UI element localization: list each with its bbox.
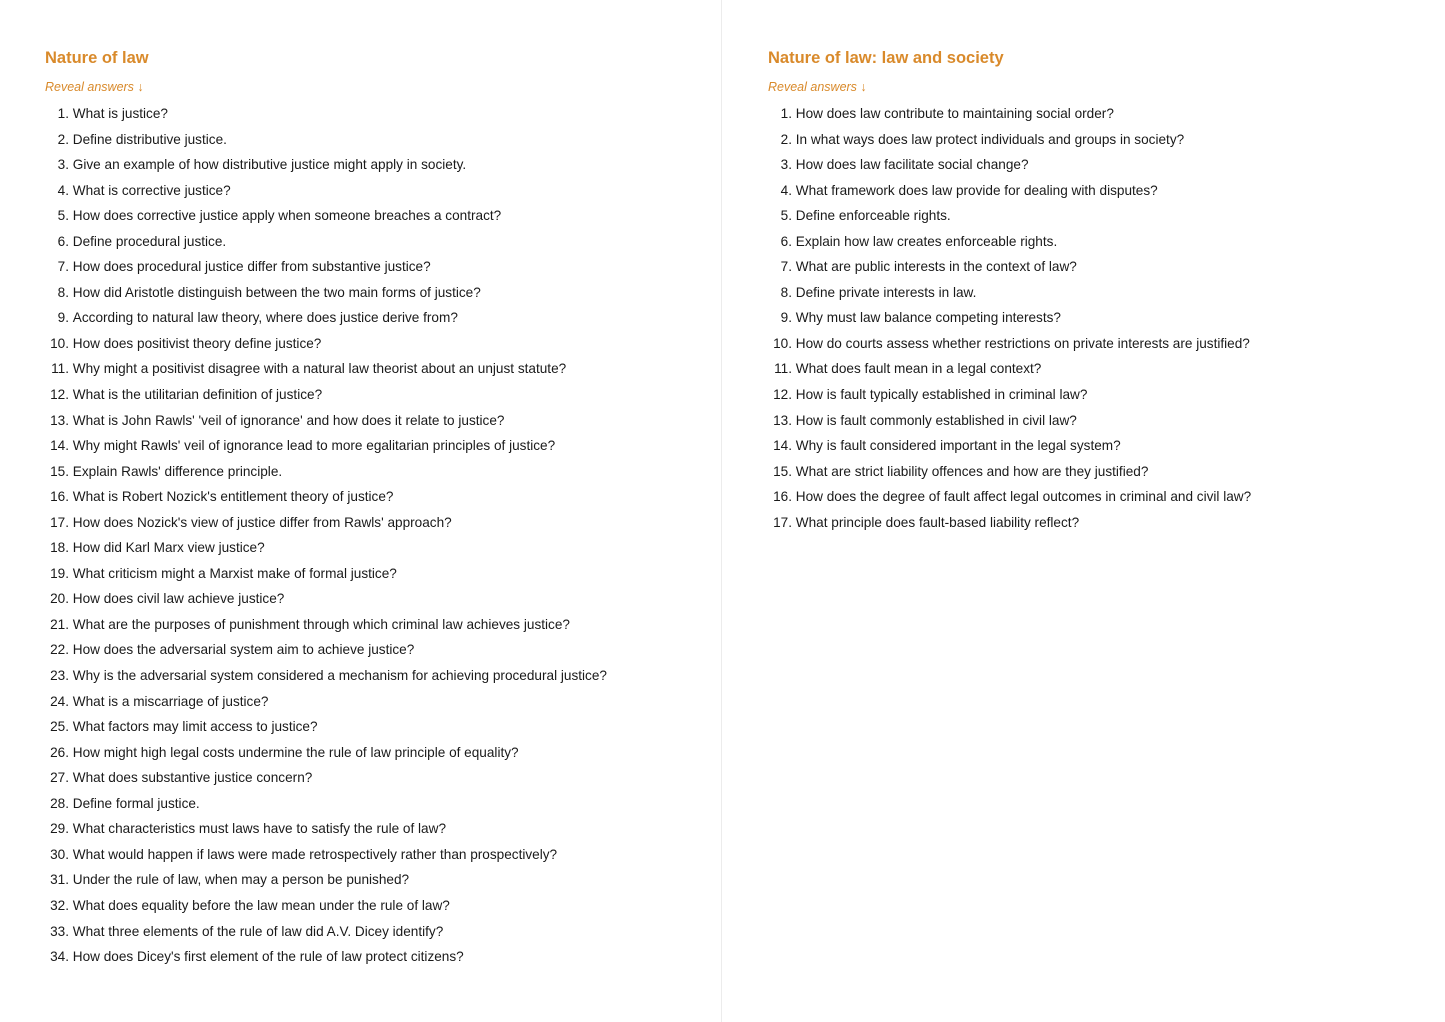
- question-number: 34.: [50, 949, 69, 965]
- question-number: 2.: [780, 131, 792, 147]
- question-item: [45, 867, 722, 893]
- question-list: [768, 101, 1444, 535]
- question-item: [768, 382, 1444, 408]
- question-text: Give an example of how distributive justice might apply in society.: [72, 157, 467, 173]
- question-text: What does equality before the law mean under the rule of law?: [72, 897, 450, 913]
- question-text: What is Robert Nozick's entitlement theory of justice?: [72, 489, 394, 505]
- question-number: 7.: [780, 259, 792, 275]
- question-item: [768, 433, 1444, 459]
- question-number: 14.: [50, 438, 69, 454]
- question-text: What characteristics must laws have to satisfy the rule of law?: [72, 821, 446, 837]
- question-number: 11.: [774, 361, 792, 377]
- question-number: 8.: [57, 284, 69, 300]
- question-text: How might high legal costs undermine the rule of law principle of equality?: [72, 744, 519, 760]
- question-text: What does fault mean in a legal context?: [795, 361, 1042, 377]
- question-item: [45, 663, 722, 689]
- question-item: [45, 331, 722, 357]
- question-item: [45, 689, 722, 715]
- question-item: [45, 305, 722, 331]
- question-item: [45, 535, 722, 561]
- question-text: How does procedural justice differ from substantive justice?: [72, 259, 431, 275]
- question-text: Why might a positivist disagree with a natural law theorist about an unjust statute?: [72, 361, 567, 377]
- question-item: [45, 459, 722, 485]
- question-item: [45, 842, 722, 868]
- question-number: 17.: [50, 514, 69, 530]
- question-text: What factors may limit access to justice?: [72, 719, 318, 735]
- question-item: [45, 714, 722, 740]
- question-item: [45, 356, 722, 382]
- question-item: [45, 229, 722, 255]
- question-text: What principle does fault-based liability reflect?: [795, 514, 1080, 530]
- question-item: [768, 459, 1444, 485]
- question-item: [45, 152, 722, 178]
- question-item: [45, 203, 722, 229]
- question-number: 6.: [57, 233, 69, 249]
- question-item: [45, 612, 722, 638]
- question-number: 14.: [773, 438, 792, 454]
- question-item: [45, 254, 722, 280]
- question-text: Why must law balance competing interests?: [795, 310, 1061, 326]
- question-number: 1.: [780, 106, 792, 121]
- question-item: [45, 101, 722, 127]
- question-number: 32.: [50, 897, 69, 913]
- question-item: [45, 408, 722, 434]
- question-number: 10.: [773, 335, 792, 351]
- reveal-answers-link[interactable]: Reveal answers ↓: [45, 80, 144, 94]
- question-item: [768, 101, 1444, 127]
- question-item: [768, 408, 1444, 434]
- question-number: 29.: [50, 821, 69, 837]
- question-number: 15.: [50, 463, 69, 479]
- question-text: What is corrective justice?: [72, 182, 231, 198]
- question-text: How does law facilitate social change?: [795, 157, 1029, 173]
- question-item: [45, 893, 722, 919]
- question-text: How is fault commonly established in civil law?: [795, 412, 1077, 428]
- question-number: 4.: [57, 182, 69, 198]
- question-text: What does substantive justice concern?: [72, 770, 313, 786]
- question-text: How does corrective justice apply when someone breaches a contract?: [72, 208, 502, 224]
- question-number: 17.: [773, 514, 792, 530]
- question-text: What is the utilitarian definition of justice?: [72, 387, 323, 403]
- question-text: What is justice?: [72, 106, 168, 121]
- question-text: Why might Rawls' veil of ignorance lead to more egalitarian principles of justice?: [72, 438, 556, 454]
- question-number: 12.: [50, 387, 69, 403]
- question-number: 4.: [780, 182, 792, 198]
- question-text: How does Dicey's first element of the rule of law protect citizens?: [72, 949, 464, 965]
- question-text: Explain Rawls' difference principle.: [72, 463, 283, 479]
- question-number: 18.: [50, 540, 69, 556]
- question-item: [45, 178, 722, 204]
- question-text: Define private interests in law.: [795, 284, 977, 300]
- question-number: 2.: [57, 131, 69, 147]
- question-item: [768, 331, 1444, 357]
- section-title: Nature of law: [45, 49, 149, 67]
- question-text: Define enforceable rights.: [795, 208, 951, 224]
- question-number: 16.: [50, 489, 69, 505]
- question-item: [45, 586, 722, 612]
- question-text: How does civil law achieve justice?: [72, 591, 285, 607]
- question-text: How does the adversarial system aim to achieve justice?: [72, 642, 415, 658]
- question-text: Explain how law creates enforceable rights.: [795, 233, 1058, 249]
- question-item: [45, 944, 722, 970]
- question-number: 16.: [773, 489, 792, 505]
- reveal-answers-link[interactable]: Reveal answers ↓: [768, 80, 867, 94]
- question-text: Define distributive justice.: [72, 131, 227, 147]
- question-item: [768, 280, 1444, 306]
- question-item: [768, 305, 1444, 331]
- question-number: 3.: [780, 157, 792, 173]
- question-item: [45, 816, 722, 842]
- question-number: 24.: [50, 693, 69, 709]
- question-item: [45, 280, 722, 306]
- question-text: Under the rule of law, when may a person be punished?: [72, 872, 410, 888]
- question-text: Why is the adversarial system considered a mechanism for achieving procedural justice?: [72, 668, 607, 684]
- question-number: 30.: [50, 846, 69, 862]
- question-text: How does positivist theory define justice?: [72, 335, 322, 351]
- left-panel: [0, 0, 722, 1022]
- question-number: 21.: [50, 616, 69, 632]
- question-text: What three elements of the rule of law did A.V. Dicey identify?: [72, 923, 444, 939]
- question-item: [45, 561, 722, 587]
- question-item: [768, 229, 1444, 255]
- question-number: 28.: [50, 795, 69, 811]
- question-text: What are the purposes of punishment through which criminal law achieves justice?: [72, 616, 570, 632]
- question-number: 9.: [57, 310, 69, 326]
- question-item: [768, 203, 1444, 229]
- question-number: 26.: [50, 744, 69, 760]
- question-item: [768, 510, 1444, 536]
- right-panel: [722, 0, 1444, 1022]
- question-number: 9.: [780, 310, 792, 326]
- question-number: 10.: [50, 335, 69, 351]
- question-item: [45, 484, 722, 510]
- question-number: 7.: [57, 259, 69, 275]
- question-number: 1.: [57, 106, 69, 121]
- question-item: [45, 919, 722, 945]
- question-text: Define procedural justice.: [72, 233, 227, 249]
- question-text: What is a miscarriage of justice?: [72, 693, 269, 709]
- question-item: [768, 484, 1444, 510]
- question-text: Why is fault considered important in the legal system?: [795, 438, 1121, 454]
- question-item: [45, 637, 722, 663]
- question-text: How does Nozick's view of justice differ from Rawls' approach?: [72, 514, 452, 530]
- question-item: [45, 382, 722, 408]
- question-item: [45, 127, 722, 153]
- question-number: 13.: [50, 412, 69, 428]
- question-number: 23.: [50, 668, 69, 684]
- question-text: According to natural law theory, where does justice derive from?: [72, 310, 458, 326]
- question-number: 15.: [773, 463, 792, 479]
- question-text: How does the degree of fault affect legal outcomes in criminal and civil law?: [795, 489, 1252, 505]
- question-number: 33.: [50, 923, 69, 939]
- question-text: What are strict liability offences and how are they justified?: [795, 463, 1149, 479]
- question-list: [45, 101, 722, 970]
- question-text: What framework does law provide for dealing with disputes?: [795, 182, 1158, 198]
- question-number: 31.: [50, 872, 69, 888]
- question-item: [768, 178, 1444, 204]
- question-number: 20.: [50, 591, 69, 607]
- question-item: [768, 152, 1444, 178]
- question-number: 8.: [780, 284, 792, 300]
- question-item: [45, 740, 722, 766]
- question-item: [45, 433, 722, 459]
- question-text: How do courts assess whether restrictions on private interests are justified?: [795, 335, 1250, 351]
- section-title: Nature of law: law and society: [768, 49, 1004, 67]
- question-number: 6.: [780, 233, 792, 249]
- question-text: What is John Rawls' 'veil of ignorance' and how does it relate to justice?: [72, 412, 505, 428]
- question-number: 3.: [57, 157, 69, 173]
- question-number: 12.: [773, 387, 792, 403]
- question-number: 13.: [773, 412, 792, 428]
- question-text: How does law contribute to maintaining social order?: [795, 106, 1114, 121]
- question-item: [45, 765, 722, 791]
- question-number: 22.: [50, 642, 69, 658]
- question-text: How is fault typically established in criminal law?: [795, 387, 1088, 403]
- question-text: What would happen if laws were made retrospectively rather than prospectively?: [72, 846, 558, 862]
- question-number: 27.: [50, 770, 69, 786]
- question-item: [768, 356, 1444, 382]
- question-item: [768, 127, 1444, 153]
- question-text: Define formal justice.: [72, 795, 200, 811]
- question-text: What are public interests in the context of law?: [795, 259, 1077, 275]
- question-text: In what ways does law protect individuals and groups in society?: [795, 131, 1185, 147]
- question-item: [45, 791, 722, 817]
- question-number: 5.: [780, 208, 792, 224]
- question-item: [768, 254, 1444, 280]
- question-number: 25.: [50, 719, 69, 735]
- question-text: What criticism might a Marxist make of formal justice?: [72, 565, 397, 581]
- question-number: 19.: [50, 565, 69, 581]
- question-text: How did Karl Marx view justice?: [72, 540, 265, 556]
- question-item: [45, 510, 722, 536]
- question-number: 5.: [57, 208, 69, 224]
- question-number: 11.: [51, 361, 69, 377]
- question-text: How did Aristotle distinguish between the two main forms of justice?: [72, 284, 481, 300]
